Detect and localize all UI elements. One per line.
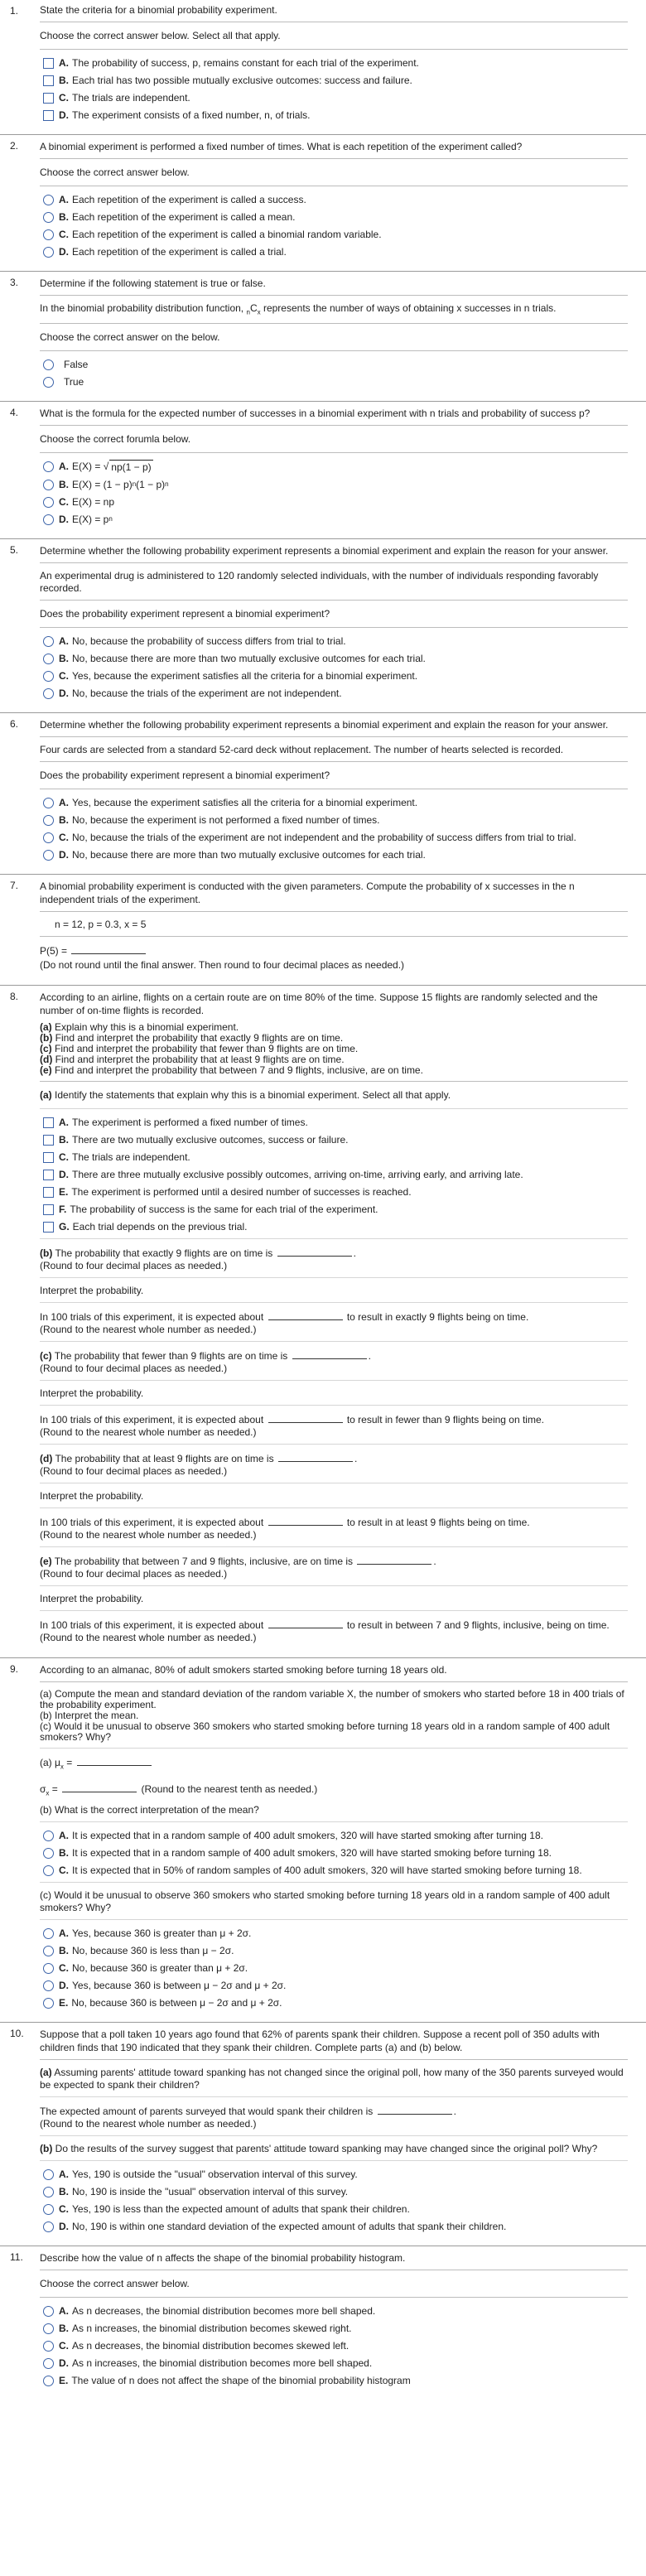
question-number: 5. (10, 544, 19, 557)
question-3 (0, 272, 646, 402)
divider (40, 1277, 628, 1278)
divider (40, 2160, 628, 2161)
radio-button[interactable] (43, 815, 54, 826)
option-c[interactable]: C. The trials are independent. (40, 91, 628, 104)
radio-button[interactable] (43, 247, 54, 258)
checkbox[interactable] (43, 58, 54, 69)
divider (40, 761, 628, 762)
option-a[interactable]: A. It is expected that in a random sample of 400 adult smokers, 320 will have started smoking after turning 18. (40, 1829, 628, 1842)
divider (40, 452, 628, 453)
divider (40, 1882, 628, 1883)
divider (40, 1681, 628, 1682)
divider (40, 1302, 628, 1303)
option-b[interactable]: B. As n increases, the binomial distribution becomes skewed right. (40, 2322, 628, 2335)
option-false[interactable]: False (40, 358, 628, 371)
interpret-label: Interpret the probability. (40, 1285, 144, 1297)
part-e-trials: In 100 trials of this experiment, it is expected about to result in between 7 and 9 flights, inclusive, being on time. (Round to the nearest whole number as needed.) (40, 1619, 610, 1644)
option-b[interactable]: B. There are two mutually exclusive outcomes, success or failure. (40, 1133, 628, 1146)
probability-input[interactable] (292, 1348, 367, 1359)
option-d[interactable]: D. No, because there are more than two mutually exclusive outcomes for each trial. (40, 848, 628, 861)
checkbox[interactable] (43, 1170, 54, 1180)
option-d[interactable]: D. The experiment consists of a fixed number, n, of trials. (40, 109, 628, 122)
checkbox[interactable] (43, 1152, 54, 1163)
part-b-probability: (b) The probability that exactly 9 flights are on time is . (Round to four decimal places as needed.) (40, 1247, 356, 1272)
probability-input[interactable] (277, 1246, 352, 1257)
scenario: An experimental drug is administered to 120 randomly selected individuals, with the number of individuals responding favorably recorded. (40, 570, 599, 595)
radio-button[interactable] (43, 636, 54, 647)
question-prompt: Determine if the following statement is true or false. (40, 277, 266, 289)
option-d[interactable]: D. E(X) = p n (40, 513, 628, 526)
question-11 (0, 2246, 646, 2400)
part-c-trials: In 100 trials of this experiment, it is expected about to result in fewer than 9 flights being on time. (Round to the nearest whole number as needed.) (40, 1414, 544, 1439)
divider (40, 2096, 628, 2097)
option-b[interactable]: B. Each trial has two possible mutually exclusive outcomes: success and failure. (40, 74, 628, 87)
option-b[interactable]: B. No, because there are more than two mutually exclusive outcomes for each trial. (40, 652, 628, 665)
radio-button[interactable] (43, 195, 54, 205)
instruction: Choose the correct answer below. (40, 2278, 190, 2290)
radio-button[interactable] (43, 2204, 54, 2215)
divider (40, 1585, 628, 1586)
divider (40, 1405, 628, 1406)
parameters: n = 12, p = 0.3, x = 5 (55, 919, 147, 931)
option-a[interactable]: A. As n decreases, the binomial distribution becomes more bell shaped. (40, 2304, 628, 2318)
divider (40, 1238, 628, 1239)
radio-button[interactable] (43, 850, 54, 861)
option-b[interactable]: B. It is expected that in a random sample of 400 adult smokers, 320 will have started smoking before turning 18. (40, 1846, 628, 1860)
interpret-label: Interpret the probability. (40, 1593, 144, 1605)
option-d[interactable]: D. No, 190 is within one standard deviation of the expected amount of adults that spank their children. (40, 2220, 628, 2233)
option-f[interactable]: F. The probability of success is the same for each trial of the experiment. (40, 1203, 628, 1216)
option-e[interactable]: E. The experiment is performed until a desired number of successes is reached. (40, 1185, 628, 1199)
radio-button[interactable] (43, 688, 54, 699)
checkbox[interactable] (43, 110, 54, 121)
radio-button[interactable] (43, 514, 54, 525)
part-b: (b) Do the results of the survey suggest that parents' attitude toward spanking may have changed since the original poll? Why? (40, 2143, 598, 2155)
statement: In the binomial probability distribution function, $_nC_x$ represents the number of ways of obtaining x successes in n trials. (40, 302, 557, 316)
count-input[interactable] (268, 1618, 343, 1628)
option-d[interactable]: D. Each repetition of the experiment is called a trial. (40, 245, 628, 258)
option-d[interactable]: D. As n increases, the binomial distribution becomes more bell shaped. (40, 2357, 628, 2370)
option-c[interactable]: C. Yes, 190 is less than the expected amount of adults that spank their children. (40, 2202, 628, 2216)
divider (40, 1748, 628, 1749)
part-a: (a) Assuming parents' attitude toward spanking has not changed since the original poll, how many of the 350 parents surveyed would be expected to spank their children? (40, 2067, 624, 2091)
question-8 (0, 986, 646, 1658)
radio-button[interactable] (43, 1848, 54, 1859)
question-6 (0, 713, 646, 875)
radio-button[interactable] (43, 2323, 54, 2334)
radio-button[interactable] (43, 2306, 54, 2317)
question-prompt: According to an airline, flights on a certain route are on time 80% of the time. Suppose 15 flights are randomly selected and the number of on-time flights is recorded. (40, 991, 598, 1017)
expected-row: The expected amount of parents surveyed that would spank their children is . (Round to the nearest whole number as needed.) (40, 2106, 456, 2130)
b-question: (b) What is the correct interpretation of the mean? (40, 1804, 259, 1816)
option-d[interactable]: D. There are three mutually exclusive possibly outcomes, arriving on-time, arriving early, and arriving late. (40, 1168, 628, 1181)
sd-input[interactable] (62, 1782, 137, 1792)
answer-input[interactable] (71, 943, 146, 954)
divider (40, 425, 628, 426)
radio-button[interactable] (43, 1865, 54, 1876)
option-c[interactable]: C. Yes, because the experiment satisfies all the criteria for a binomial experiment. (40, 669, 628, 683)
question-number: 4. (10, 407, 19, 419)
mean-input[interactable] (77, 1755, 152, 1766)
rounding-hint: (Do not round until the final answer. Then round to four decimal places as needed.) (40, 959, 405, 972)
question-number: 2. (10, 140, 19, 152)
radio-button[interactable] (43, 2221, 54, 2232)
divider (40, 1444, 628, 1445)
question-number: 6. (10, 718, 19, 731)
checkbox[interactable] (43, 1135, 54, 1146)
option-b[interactable]: B. E(X) = (1 − p) n (1 − p) n (40, 478, 628, 491)
divider (40, 1919, 628, 1920)
interpret-label: Interpret the probability. (40, 1490, 144, 1503)
checkbox[interactable] (43, 1187, 54, 1198)
radio-button[interactable] (43, 2169, 54, 2180)
option-c[interactable]: C. E(X) = np (40, 495, 628, 509)
divider (40, 562, 628, 563)
option-a[interactable]: A. Each repetition of the experiment is called a success. (40, 193, 628, 206)
divider (40, 1546, 628, 1547)
divider (40, 158, 628, 159)
divider (40, 600, 628, 601)
option-c[interactable]: C. It is expected that in 50% of random samples of 400 adult smokers, 320 will have started smoking before turning 18. (40, 1864, 628, 1877)
instruction: Does the probability experiment represent a binomial experiment? (40, 769, 330, 782)
parts-list: (a) Compute the mean and standard deviation of the random variable X, the number of smokers who started before 18 in 400 trials of the probability experiment. (b) Interpret the mean. (c) Would it be unusual to observe 360 smokers who started smoking before turning 18 years old in a random sample of 400 adult smokers? Why? (40, 1688, 624, 1744)
option-a[interactable]: A. Yes, because the experiment satisfies all the criteria for a binomial experiment. (40, 796, 628, 809)
part-b-trials: In 100 trials of this experiment, it is expected about to result in exactly 9 flights being on time. (Round to the nearest whole number as needed.) (40, 1311, 529, 1336)
instruction: Choose the correct answer below. (40, 166, 190, 178)
radio-button[interactable] (43, 1963, 54, 1974)
radio-button[interactable] (43, 377, 54, 388)
radio-button[interactable] (43, 1831, 54, 1841)
option-b[interactable]: B. Each repetition of the experiment is called a mean. (40, 210, 628, 224)
radio-button[interactable] (43, 480, 54, 490)
divider (40, 1507, 628, 1508)
question-9 (0, 1658, 646, 2023)
question-prompt: Determine whether the following probability experiment represents a binomial experiment and explain the reason for your answer. (40, 719, 609, 731)
mean-row: (a) $\mu_x$ = (40, 1755, 628, 1773)
option-c[interactable]: C. Each repetition of the experiment is called a binomial random variable. (40, 228, 628, 241)
answer-row: P(5) = (40, 943, 628, 958)
option-b[interactable]: B. No, because the experiment is not performed a fixed number of times. (40, 813, 628, 827)
radio-button[interactable] (43, 212, 54, 223)
radio-button[interactable] (43, 497, 54, 508)
radio-button[interactable] (43, 1980, 54, 1991)
checkbox[interactable] (43, 75, 54, 86)
question-10 (0, 2023, 646, 2246)
question-1 (0, 0, 646, 135)
probability-input[interactable] (278, 1451, 353, 1462)
divider (40, 1610, 628, 1611)
divider (40, 1821, 628, 1822)
question-number: 9. (10, 1663, 19, 1676)
question-prompt: Determine whether the following probability experiment represents a binomial experiment and explain the reason for your answer. (40, 545, 609, 557)
divider (40, 936, 628, 937)
parts-list: (a) Explain why this is a binomial experiment. (b) Find and interpret the probability that exactly 9 flights are on time. (c) Find and interpret the probability that fewer than 9 flights are on time. (d) Find and interpret the probability that at least 9 flights are on time. (e) Find and interpret the probability that between 7 and 9 flights, inclusive, are on time. (40, 1021, 423, 1077)
option-e[interactable]: E. The value of n does not affect the shape of the binomial probability histogram (40, 2374, 628, 2387)
instruction: Choose the correct forumla below. (40, 433, 191, 446)
divider (40, 627, 628, 628)
option-true[interactable]: True (40, 375, 628, 388)
radio-button[interactable] (43, 2358, 54, 2369)
question-prompt: A binomial experiment is performed a fixed number of times. What is each repetition of the experiment called? (40, 141, 523, 152)
instruction: Choose the correct answer on the below. (40, 331, 220, 344)
sqrt-icon: √ (103, 461, 109, 473)
radio-button[interactable] (43, 798, 54, 808)
divider (40, 1108, 628, 1109)
checkbox[interactable] (43, 93, 54, 104)
radio-button[interactable] (43, 2376, 54, 2386)
radio-button[interactable] (43, 832, 54, 843)
radio-button[interactable] (43, 461, 54, 472)
checkbox[interactable] (43, 1117, 54, 1128)
radio-button[interactable] (43, 2341, 54, 2352)
scenario: Four cards are selected from a standard 52-card deck without replacement. The number of hearts selected is recorded. (40, 744, 564, 756)
question-2 (0, 135, 646, 272)
option-c[interactable]: C. No, because the trials of the experiment are not independent and the probability of success differs from trial to trial. (40, 831, 628, 844)
question-number: 8. (10, 991, 19, 1003)
count-input[interactable] (268, 1310, 343, 1320)
question-prompt: What is the formula for the expected number of successes in a binomial experiment with n trials and probability of success p? (40, 408, 591, 420)
divider (40, 323, 628, 324)
question-4 (0, 402, 646, 539)
divider (40, 2059, 628, 2060)
radio-button[interactable] (43, 1998, 54, 2009)
expected-input[interactable] (378, 2104, 452, 2115)
checkbox[interactable] (43, 1204, 54, 1215)
option-d[interactable]: D. Yes, because 360 is between μ − 2σ and μ + 2σ. (40, 1979, 628, 1992)
divider (40, 2135, 628, 2136)
divider (40, 1341, 628, 1342)
question-5 (0, 539, 646, 713)
question-prompt: According to an almanac, 80% of adult smokers started smoking before turning 18 years old. (40, 1664, 447, 1676)
c-question: (c) Would it be unusual to observe 360 smokers who started smoking before turning 18 years old in a random sample of 400 adult smokers? Why? (40, 1889, 610, 1914)
radio-button[interactable] (43, 229, 54, 240)
divider (40, 295, 628, 296)
question-prompt: A binomial probability experiment is conducted with the given parameters. Compute the probability of x successes in the n independent trials of the experiment. (40, 880, 575, 906)
option-a[interactable]: A. Yes, 190 is outside the "usual" observation interval of this survey. (40, 2168, 628, 2181)
part-d-probability: (d) The probability that at least 9 flights are on time is . (Round to four decimal places as needed.) (40, 1453, 358, 1478)
interpret-label: Interpret the probability. (40, 1387, 144, 1400)
option-g[interactable]: G. Each trial depends on the previous trial. (40, 1220, 628, 1233)
instruction: Does the probability experiment represent a binomial experiment? (40, 608, 330, 620)
checkbox[interactable] (43, 1222, 54, 1233)
part-e-probability: (e) The probability that between 7 and 9 flights, inclusive, are on time is . (Round to four decimal places as needed.) (40, 1556, 436, 1580)
divider (40, 2297, 628, 2298)
part-c-probability: (c) The probability that fewer than 9 flights are on time is . (Round to four decimal places as needed.) (40, 1350, 371, 1375)
part-d-trials: In 100 trials of this experiment, it is expected about to result in at least 9 flights being on time. (Round to the nearest whole number as needed.) (40, 1517, 530, 1541)
radio-button[interactable] (43, 359, 54, 370)
question-7 (0, 875, 646, 986)
option-e[interactable]: E. No, because 360 is between μ − 2σ and μ + 2σ. (40, 1996, 628, 2009)
divider (40, 911, 628, 912)
option-a[interactable]: A. The probability of success, p, remains constant for each trial of the experiment. (40, 56, 628, 70)
question-prompt: Describe how the value of n affects the shape of the binomial probability histogram. (40, 2252, 406, 2265)
instruction: (a) Identify the statements that explain why this is a binomial experiment. Select all that apply. (40, 1089, 451, 1102)
question-prompt: State the criteria for a binomial probability experiment. (40, 4, 277, 16)
count-input[interactable] (268, 1412, 343, 1423)
option-a[interactable]: A. E(X) = √ np(1 − p) (40, 460, 628, 474)
instruction: Choose the correct answer below. Select all that apply. (40, 30, 281, 41)
question-number: 7. (10, 880, 19, 892)
question-prompt: Suppose that a poll taken 10 years ago found that 62% of parents spank their children. Suppose a recent poll of 350 adults with children finds that 190 indicated that they spank their children. Complete parts (a) and (b) below. (40, 2028, 600, 2054)
option-a[interactable]: A. No, because the probability of success differs from trial to trial. (40, 634, 628, 648)
question-number: 11. (10, 2251, 23, 2264)
divider (40, 350, 628, 351)
divider (40, 49, 628, 50)
option-b[interactable]: B. No, because 360 is less than μ − 2σ. (40, 1944, 628, 1957)
option-a[interactable]: A. Yes, because 360 is greater than μ + 2σ. (40, 1927, 628, 1940)
option-c[interactable]: C. The trials are independent. (40, 1151, 628, 1164)
option-b[interactable]: B. No, 190 is inside the "usual" observation interval of this survey. (40, 2185, 628, 2198)
sd-row: $\sigma_x$ = (Round to the nearest tenth as needed.) (40, 1782, 318, 1797)
radio-button[interactable] (43, 2187, 54, 2197)
question-number: 1. (10, 5, 19, 17)
radio-button[interactable] (43, 671, 54, 682)
radio-button[interactable] (43, 1946, 54, 1956)
count-input[interactable] (268, 1515, 343, 1526)
radio-button[interactable] (43, 654, 54, 664)
question-number: 10. (10, 2028, 24, 2040)
radio-button[interactable] (43, 1928, 54, 1939)
option-d[interactable]: D. No, because the trials of the experiment are not independent. (40, 687, 628, 700)
option-c[interactable]: C. No, because 360 is greater than μ + 2σ. (40, 1961, 628, 1975)
probability-input[interactable] (357, 1554, 431, 1565)
divider (40, 1380, 628, 1381)
divider (40, 1081, 628, 1082)
option-c[interactable]: C. As n decreases, the binomial distribution becomes skewed left. (40, 2339, 628, 2352)
option-a[interactable]: A. The experiment is performed a fixed number of times. (40, 1116, 628, 1129)
divider (40, 736, 628, 737)
question-number: 3. (10, 277, 19, 288)
